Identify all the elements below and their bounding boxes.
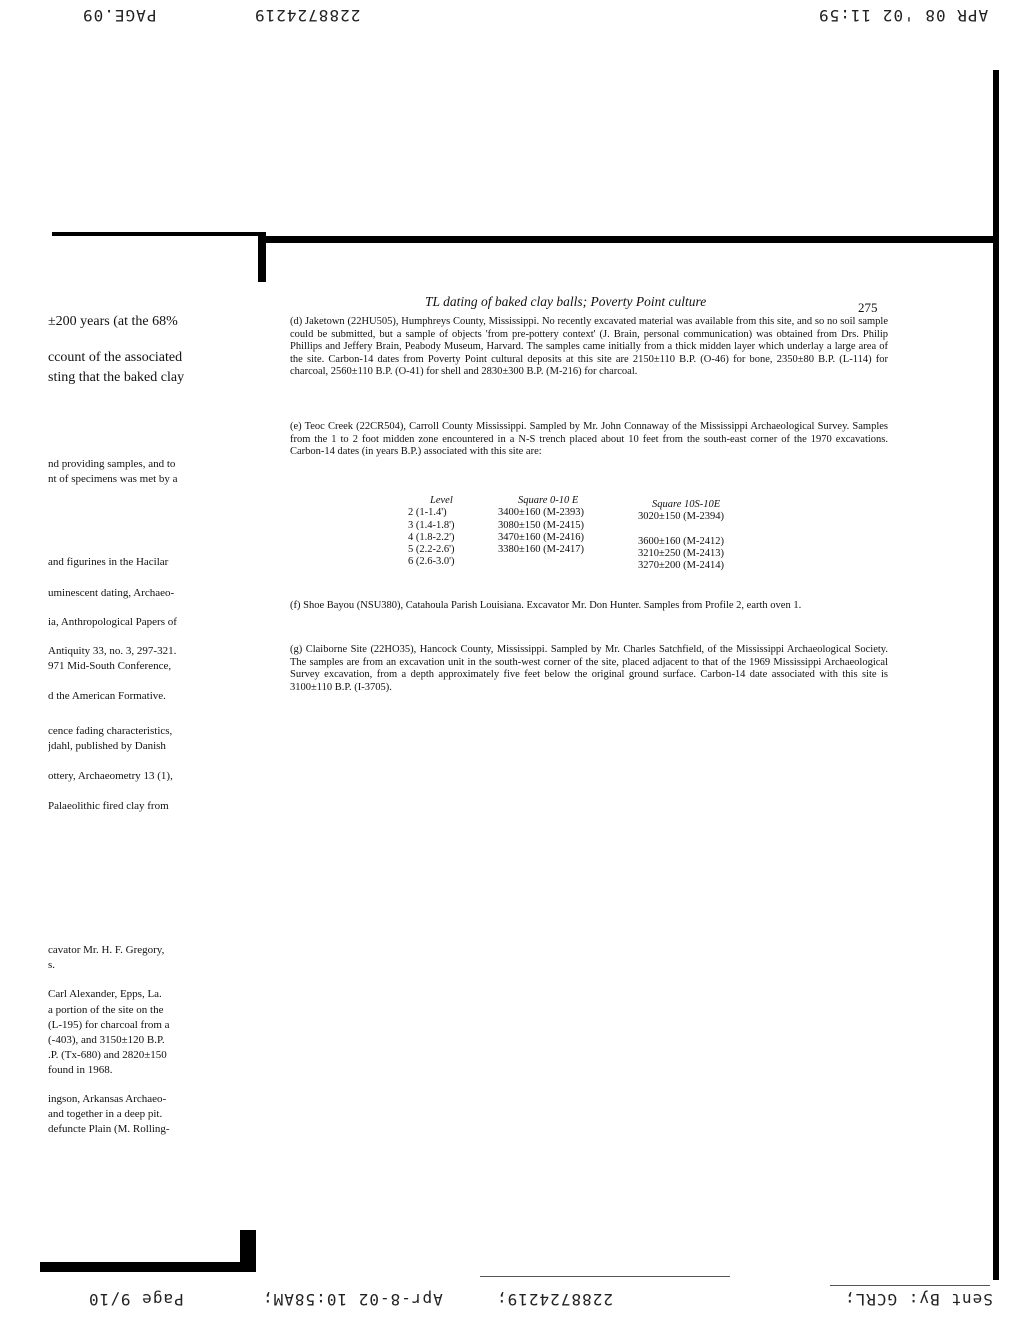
left-fragment-line: ia, Anthropological Papers of: [48, 616, 177, 628]
left-fragment-line: Palaeolithic fired clay from: [48, 800, 169, 812]
fax-footer-sender: Sent By: GCRL;: [844, 1290, 993, 1309]
left-fragment-line: (L-195) for charcoal from a: [48, 1019, 170, 1031]
table-cell: 6 (2.6-3.0'): [408, 556, 455, 568]
left-fragment-line: ottery, Archaeometry 13 (1),: [48, 770, 173, 782]
left-fragment-line: ccount of the associated: [48, 350, 183, 365]
scan-border-spine: [258, 232, 266, 282]
left-fragment-line: and together in a deep pit.: [48, 1108, 163, 1120]
table-cell: [638, 524, 768, 536]
left-fragment-line: ingson, Arkansas Archaeo-: [48, 1093, 167, 1105]
left-fragment-line: 971 Mid-South Conference,: [48, 660, 172, 672]
table-cell: 3600±160 (M-2412): [638, 535, 724, 547]
scan-border-bottom-dash: [480, 1276, 730, 1277]
section-shoe-bayou: (f) Shoe Bayou (NSU380), Catahoula Parish Louisiana. Excavator Mr. Don Hunter. Samples from Profile 2, earth oven 1.: [290, 600, 802, 611]
section-jaketown: (d) Jaketown (22HU505), Humphreys County, Mississippi. No recently excavated material was available from this site, and so no soil sample could be submitted, but a sample of objects 'from pre-pottery context' (J. Brain, personal communication) was obtained from Drs. Philip Phillips and Jeffery Brain, Peabody Museum, Harvard. The samples came initially from a thick midden layer which underlay a large area of the site. Carbon-14 dates from Poverty Point cultural deposits at this site are 2150±110 B.P. (O-46) for bone, 2350±80 B.P. (L-114) for charcoal, 2560±110 B.P. (O-41) for shell and 2830±300 B.P. (M-216) for charcoal.: [290, 316, 888, 377]
fax-footer-date: Apr-8-02 10:58AM;: [262, 1290, 443, 1309]
left-fragment-line: nt of specimens was met by a: [48, 473, 178, 485]
left-fragment-line: sting that the baked clay: [48, 370, 185, 385]
left-fragment-line: ±200 years (at the 68%: [48, 314, 178, 329]
table-cell: [498, 556, 628, 568]
scan-border-right: [993, 70, 999, 1280]
left-fragment-line: Antiquity 33, no. 3, 297-321.: [48, 645, 177, 657]
left-fragment-line: and figurines in the Hacilar: [48, 556, 169, 568]
left-fragment-line: defuncte Plain (M. Rolling-: [48, 1123, 170, 1135]
table-cell: 3 (1.4-1.8'): [408, 519, 455, 531]
table-cell: 3470±160 (M-2416): [498, 531, 584, 543]
table-header: Square 0-10 E: [518, 495, 579, 506]
table-cell: 3270±200 (M-2414): [638, 560, 724, 572]
scan-border-bottom-left: [40, 1262, 256, 1272]
left-fragment-line: (-403), and 3150±120 B.P.: [48, 1034, 165, 1046]
section-teoc-creek: (e) Teoc Creek (22CR504), Carroll County Mississippi. Sampled by Mr. John Connaway of the Mississippi Archaeological Survey. Samples from the 1 to 2 foot midden zone encountered in a N-S trench placed about 10 feet from the south-east corner of the 1970 excavations. Carbon-14 dates (in years B.P.) associated with this site are:: [290, 421, 888, 457]
fax-footer-page: Page 9/10: [88, 1290, 184, 1309]
table-column-square-a: [498, 495, 628, 569]
left-fragment-line: found in 1968.: [48, 1064, 113, 1076]
table-cell: 3400±160 (M-2393): [498, 507, 584, 519]
running-head: TL dating of baked clay balls; Poverty Point culture: [425, 294, 707, 309]
left-fragment-line: uminescent dating, Archaeo-: [48, 587, 175, 599]
left-fragment-line: .P. (Tx-680) and 2820±150: [48, 1049, 167, 1061]
table-cell: 3210±250 (M-2413): [638, 548, 724, 560]
scan-border-top-left: [52, 232, 262, 236]
table-cell: 2 (1-1.4'): [408, 507, 447, 519]
left-fragment-line: nd providing samples, and to: [48, 458, 176, 470]
left-fragment-line: cence fading characteristics,: [48, 725, 173, 737]
table-cell: 3380±160 (M-2417): [498, 544, 584, 556]
fax-footer-number: 2288724219;: [496, 1290, 613, 1309]
left-fragment-line: s.: [48, 959, 56, 971]
table-header: Level: [430, 495, 453, 506]
table-header: Square 10S-10E: [652, 499, 721, 510]
table-cell: 5 (2.2-2.6'): [408, 544, 455, 556]
left-fragment-line: Carl Alexander, Epps, La.: [48, 988, 162, 1000]
page-number: 275: [858, 300, 878, 315]
table-column-square-b: [638, 499, 768, 573]
table-cell: 3080±150 (M-2415): [498, 519, 584, 531]
left-fragment-line: cavator Mr. H. F. Gregory,: [48, 944, 165, 956]
left-fragment-line: jdahl, published by Danish: [48, 740, 166, 752]
scan-border-bottom-spine: [240, 1230, 256, 1266]
left-fragment-line: a portion of the site on the: [48, 1004, 164, 1016]
table-column-level: [408, 495, 478, 569]
section-claiborne: (g) Claiborne Site (22HO35), Hancock County, Mississippi. Sampled by Mr. Charles Satchfield, of the Mississippi Archaeological Society. The samples are from an excavation unit in the south-west corner of the site, placed adjacent to that of the 1969 Mississippi Archaeological Survey excavation, from a depth approximately five feet below the original ground surface. Carbon-14 date associated with this site is 3100±110 B.P. (I-3705).: [290, 644, 888, 693]
fax-header-number: 2288724219: [254, 6, 361, 25]
left-fragment-line: d the American Formative.: [48, 690, 166, 702]
scan-border-top-right: [262, 236, 998, 243]
scan-border-bottom-dash-right: [830, 1285, 990, 1286]
fax-header-page: PAGE.09: [82, 6, 157, 25]
fax-header-date: APR 08 '02 11:59: [818, 6, 989, 25]
table-cell: 4 (1.8-2.2'): [408, 531, 455, 543]
table-cell: 3020±150 (M-2394): [638, 511, 724, 523]
